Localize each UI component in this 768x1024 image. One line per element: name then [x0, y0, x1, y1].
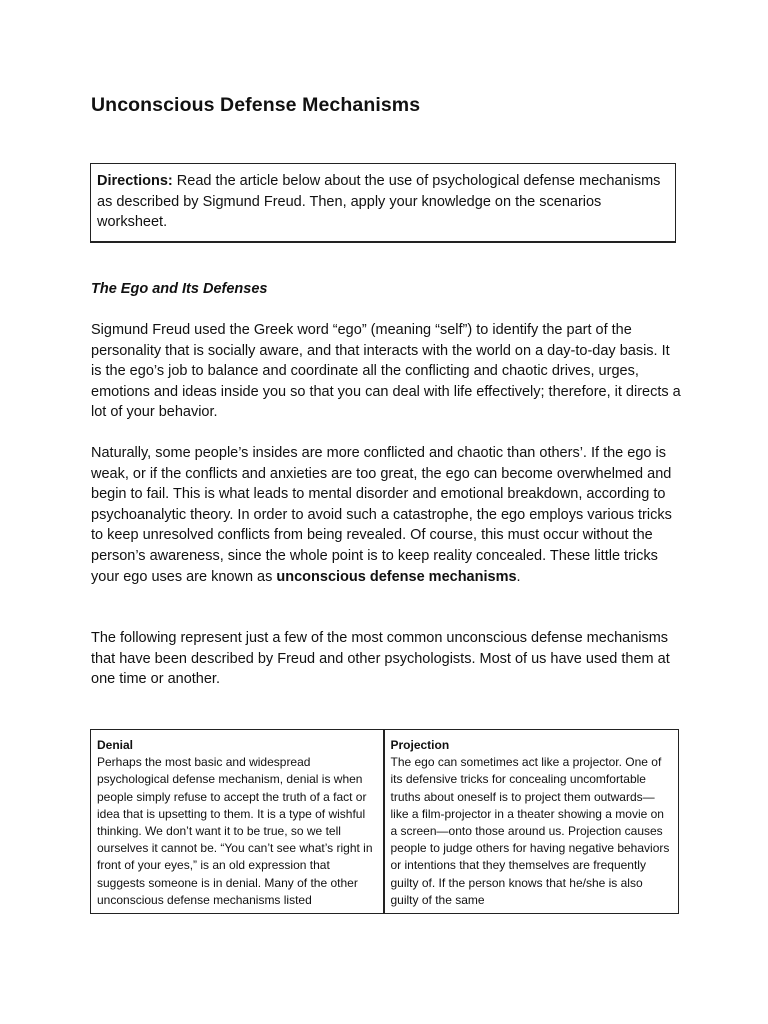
directions-text: Read the article below about the use of psychological defense mechanisms as described by Sigmund Freud. Then, apply your knowledge on the scenarios worksheet. — [97, 173, 661, 231]
mechanism-name: Projection — [390, 738, 450, 752]
directions-label: Directions: — [97, 173, 173, 189]
mechanism-name: Denial — [97, 738, 134, 752]
paragraph-mechanisms-intro: The following represent just a few of the most common unconscious defense mechanisms that have been described by Freud and other psychologists. Most of us have used them at one time or another. — [91, 630, 670, 688]
mechanisms-table — [90, 729, 679, 914]
mechanism-description: Perhaps the most basic and widespread psychological defense mechanism, denial is when people simply refuse to accept the truth of a fact or idea that is upsetting to them. It is a type of wishful thinking. We don’t want it to be true, so we tell ourselves it cannot be. “You can’t see what’s right in front of your eyes,” is an old expression that suggests someone is in denial. Many of the other unconscious defense mechanisms listed — [97, 755, 373, 907]
key-term-bold: unconscious defense mechanisms — [276, 568, 517, 585]
paragraph-ego-conflict — [91, 443, 681, 587]
page-title: Unconscious Defense Mechanisms — [91, 94, 421, 116]
mechanism-cell-denial — [91, 730, 385, 913]
paragraph-ego-conflict-end: . — [516, 568, 521, 585]
mechanism-cell-projection — [385, 730, 679, 913]
section-heading: The Ego and Its Defenses — [91, 281, 268, 297]
paragraph-ego-definition: Sigmund Freud used the Greek word “ego” (meaning “self”) to identify the part of the personality that is socially aware, and that interacts with the world on a day-to-day basis. It is the ego’s job to balance and coordinate all the conflicting and chaotic drives, urges, emotions and ideas inside you so that you can deal with life effectively; therefore, it directs a lot of your behavior. — [91, 322, 681, 421]
paragraph-ego-conflict-text: Naturally, some people’s insides are more conflicted and chaotic than others’. If the ego is weak, or if the conflicts and anxieties are too great, the ego can become overwhelmed and begin to fail. This is what leads to mental disorder and emotional breakdown, according to psychoanalytic theory. In order to avoid such a catastrophe, the ego employs various tricks to keep unresolved conflicts from being revealed. Of course, this must occur without the person’s awareness, since the whole point is to keep reality concealed. These little tricks your ego uses are known as — [91, 445, 672, 585]
mechanism-description: The ego can sometimes act like a projector. One of its defensive tricks for concealing uncomfortable truths about oneself is to project them outwards—like a film-projector in a theater showing a movie on a screen—onto those around us. Projection causes people to judge others for having negative behaviors or intentions that they themselves are frequently guilty of. If the person knows that he/she is also guilty of the same — [390, 755, 670, 907]
directions-box — [90, 163, 676, 243]
